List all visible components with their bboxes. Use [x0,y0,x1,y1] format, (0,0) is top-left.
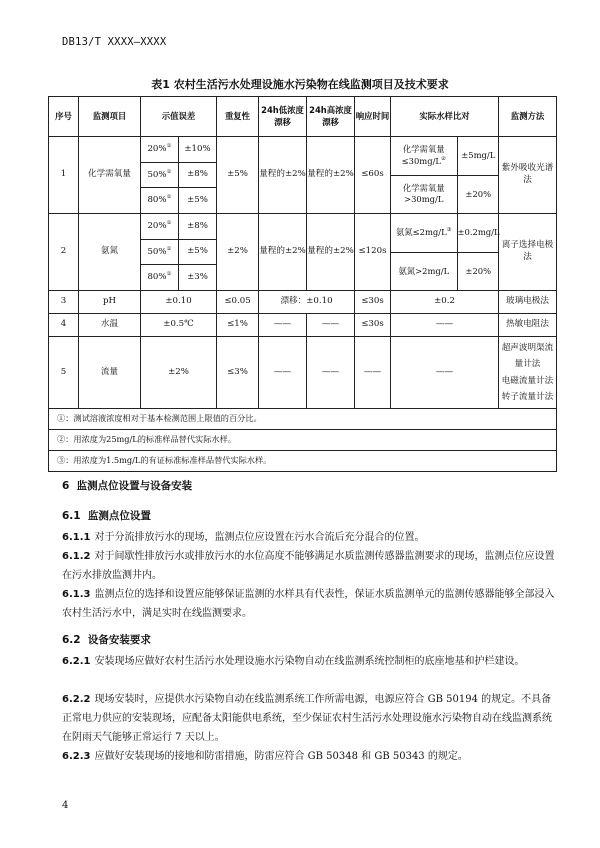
cell-seq: 2 [49,214,79,291]
cell-error: ±0.5℃ [141,314,217,337]
cell-repeat: ≤1% [217,314,259,337]
cell-method: 离子选择电极法 [499,214,557,291]
cell-item: 流量 [79,337,141,409]
cell-compare [391,137,499,214]
compare-cond: 化学需氧量≤30mg/L② [391,137,457,175]
cell-method: 紫外吸收光谱法 [499,137,557,214]
table-row [49,337,557,409]
compare-val: ±20% [457,175,499,213]
cell-method: 热敏电阻法 [499,314,557,337]
cell-high: 量程的±2% [307,214,355,291]
col-seq: 序号 [49,97,79,137]
compare-val: ±20% [457,252,499,290]
col-high: 24h高浓度漂移 [307,97,355,137]
paragraph: 6.2.2 现场安装时，应提供水污染物自动在线监测系统工作所需电源，电源应符合 GB 50194 的规定。不具备正常电力供应的安装现场，应配备太阳能供电系统，至少保证农村生活污水处理设施水污染物自动在线监测系统在阴雨天气能够正常运行 7 天以上。 [62,694,552,743]
compare-cond: 氨氮>2mg/L [391,252,457,290]
cell-err: ±5% [179,239,217,265]
table-row [49,291,557,314]
cell-err: ±10% [179,137,217,163]
col-item: 监测项目 [79,97,141,137]
cell-seq: 1 [49,137,79,214]
cell-compare: —— [391,337,499,409]
table-row [49,214,557,240]
compare-val: ±0.2mg/L [457,214,499,252]
monitoring-table [48,96,557,472]
table-row [49,137,557,163]
cell-seq: 4 [49,314,79,337]
compare-cond: 氨氮≤2mg/L③ [391,214,457,252]
table-header-row [49,97,557,137]
paragraph: 6.1.3 监测点位的选择和设置应能够保证监测的水样具有代表性，保证水质监测单元的监测传感器能够全部浸入农村生活污水中，满足实时在线监测要求。 [62,589,555,619]
compare-cond: 化学需氧量>30mg/L [391,175,457,213]
cell-resp: ≤30s [355,314,391,337]
page-number: 4 [62,800,69,811]
cell-compare: —— [391,314,499,337]
document-code: DB13/T XXXX—XXXX [62,36,167,48]
cell-repeat: ≤3% [217,337,259,409]
cell-seq: 5 [49,337,79,409]
cell-item: 氨氮 [79,214,141,291]
section-heading: 6 监测点位设置与设备安装 [62,480,193,492]
cell-error: ±0.10 [141,291,217,314]
cell-drift: 漂移：±0.10 [259,291,355,314]
cell-item: 化学需氧量 [79,137,141,214]
cell-resp: ≤120s [355,214,391,291]
cell-method: 玻璃电极法 [499,291,557,314]
cell-low: 量程的±2% [259,137,307,214]
cell-repeat: ±2% [217,214,259,291]
section-heading: 6.2 设备安装要求 [62,634,151,646]
table-note: ①：测试溶液浓度相对于基本检测范围上限值的百分比。 [49,409,557,430]
cell-resp: —— [355,337,391,409]
paragraph: 6.2.1 安装现场应做好农村生活污水处理设施水污染物自动在线监测系统控制柜的底座地基和护栏建设。 [62,656,525,667]
cell-item: 水温 [79,314,141,337]
cell-error: ±2% [141,337,217,409]
cell-pct: 50%① [141,239,179,265]
table-note: ②：用浓度为25mg/L的标准样品替代实际水样。 [49,430,557,451]
section-heading: 6.1 监测点位设置 [62,510,151,522]
cell-err: ±8% [179,162,217,188]
cell-pct: 80%① [141,188,179,214]
cell-resp: ≤60s [355,137,391,214]
col-resp: 响应时间 [355,97,391,137]
cell-low: —— [259,314,307,337]
cell-item: pH [79,291,141,314]
cell-pct: 20%① [141,137,179,163]
cell-err: ±3% [179,265,217,291]
cell-pct: 20%① [141,214,179,240]
cell-pct: 80%① [141,265,179,291]
col-low: 24h低浓度漂移 [259,97,307,137]
cell-compare [391,214,499,291]
cell-high: 量程的±2% [307,137,355,214]
paragraph: 6.1.1 对于分流排放污水的现场，监测点位应设置在污水合流后充分混合的位置。 [62,532,425,543]
cell-resp: ≤30s [355,291,391,314]
cell-pct: 50%① [141,162,179,188]
method-line: 转子流量计法 [501,391,554,402]
table-row [49,314,557,337]
cell-low: —— [259,337,307,409]
cell-low: 量程的±2% [259,214,307,291]
table-caption: 表1 农村生活污水处理设施水污染物在线监测项目及技术要求 [151,78,449,91]
table-note: ③：用浓度为1.5mg/L的有证标准标准样品替代实际水样。 [49,451,557,472]
cell-high: —— [307,337,355,409]
cell-repeat: ±5% [217,137,259,214]
col-error: 示值误差 [141,97,217,137]
col-method: 监测方法 [499,97,557,137]
col-repeat: 重复性 [217,97,259,137]
method-line: 超声波明渠流量计法 [501,342,554,370]
paragraph: 6.1.2 对于间歇性排放污水或排放污水的水位高度不能够满足水质监测传感器监测要求的现场，监测点位应设置在污水排放监测井内。 [62,551,555,581]
compare-val: ±5mg/L [457,137,499,175]
cell-compare: ±0.2 [391,291,499,314]
method-line: 电磁流量计法 [501,375,554,386]
cell-err: ±5% [179,188,217,214]
cell-high: —— [307,314,355,337]
col-compare: 实际水样比对 [391,97,499,137]
cell-err: ±8% [179,214,217,240]
cell-seq: 3 [49,291,79,314]
cell-method [499,337,557,409]
paragraph: 6.2.3 应做好安装现场的接地和防雷措施，防雷应符合 GB 50348 和 GB 50343 的规定。 [62,751,468,762]
cell-repeat: ≤0.05 [217,291,259,314]
